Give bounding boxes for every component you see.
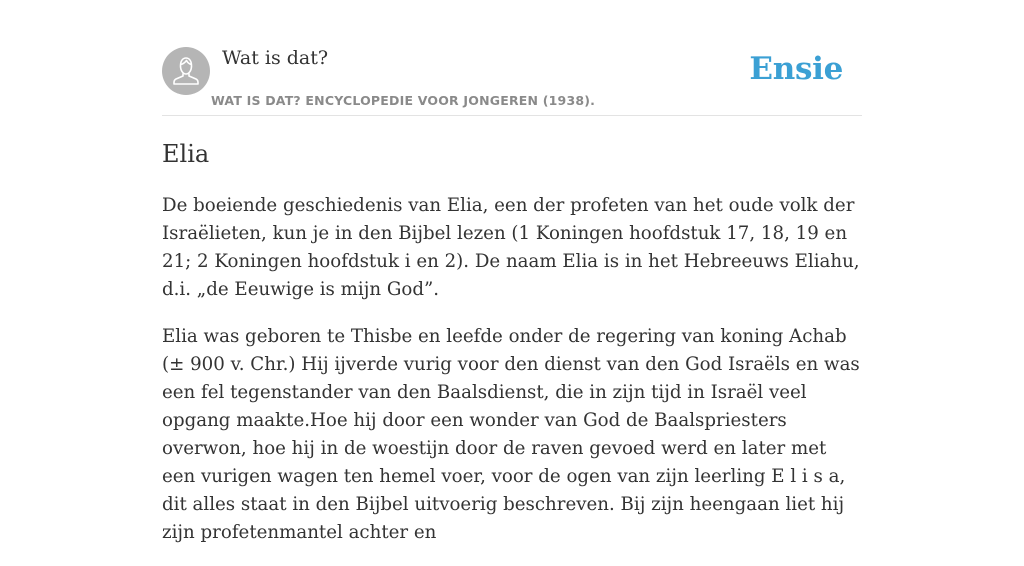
article-paragraph: De boeiende geschiedenis van Elia, een der profeten van het oude volk der Israëlieten, kun je in den Bijbel lezen (1 Koningen hoofdstuk 17, 18, 19 en 21; 2 Koningen hoofdstuk i en 2). De naam Elia is in het Hebreeuws Eliahu, d.i. „de Eeuwige is mijn God”. xyxy=(162,195,860,300)
source-subtitle[interactable]: WAT IS DAT? ENCYCLOPEDIE VOOR JONGEREN (1938). xyxy=(211,93,596,108)
source-title[interactable]: Wat is dat? xyxy=(222,47,329,69)
article-title: Elia xyxy=(162,140,210,168)
page-container xyxy=(162,0,862,543)
source-header xyxy=(162,0,862,116)
article-body xyxy=(162,192,862,566)
user-silhouette-icon xyxy=(162,47,210,95)
article-paragraph: Elia was geboren te Thisbe en leefde onder de regering van koning Achab (± 900 v. Chr.) Hij ijverde vurig voor den dienst van den God Israëls en was een fel tegenstander van den Baalsdienst, die in zijn tijd in Israël veel opgang maakte.Hoe hij door een wonder van God de Baalspriesters overwon, hoe hij in de woestijn door de raven gevoed werd en later met een vurigen wagen ten hemel voer, voor de ogen van zijn leerling E l i s a, dit alles staat in den Bijbel uitvoerig beschreven. Bij zijn heengaan liet hij zijn profetenmantel achter en xyxy=(162,326,860,543)
brand-logo[interactable]: Ensie xyxy=(749,51,843,87)
user-avatar-icon[interactable] xyxy=(162,47,210,95)
